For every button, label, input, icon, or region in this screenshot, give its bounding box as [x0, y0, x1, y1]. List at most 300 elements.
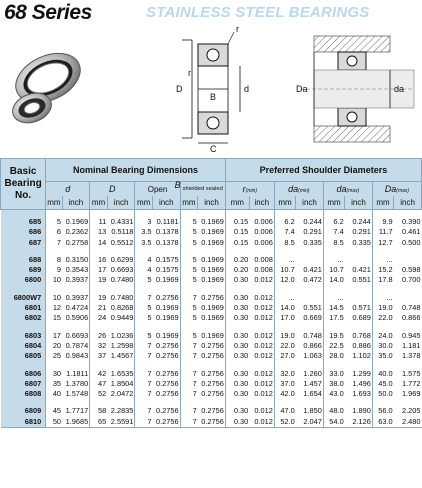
table-cell: 0.2756 — [201, 351, 224, 361]
table-cell: 0.2756 — [156, 351, 179, 361]
bearing-number-cell: 6805 — [1, 351, 46, 361]
group-spacer — [1, 248, 422, 255]
table-cell: 0.571 — [352, 303, 371, 313]
table-cell: 7 — [135, 389, 153, 399]
table-cell: 0.30 — [225, 379, 249, 389]
table-cell: 0.20 — [225, 255, 249, 265]
table-cell: 0.2756 — [201, 389, 224, 399]
table-cell: 7 — [180, 379, 198, 389]
table-cell: 0.5512 — [110, 237, 134, 247]
table-cell: 30.0 — [372, 341, 393, 351]
table-cell: 0.006 — [254, 217, 273, 226]
table-cell: 0.1969 — [201, 254, 224, 264]
bearing-number-cell: 686 — [1, 227, 46, 237]
table-cell: 0.012 — [254, 368, 273, 378]
table-cell: 0.30 — [225, 331, 249, 341]
table-cell: 5 — [135, 313, 153, 323]
table-cell: 5 — [180, 227, 198, 237]
table-cell: 9 — [46, 265, 62, 275]
table-cell: 0.012 — [254, 351, 273, 361]
table-cell: 45 — [46, 406, 62, 416]
table-cell: 50 — [46, 417, 62, 428]
bearing-number-cell: 6800 — [1, 275, 46, 285]
table-cell: 10 — [46, 275, 62, 285]
table-cell: 0.2756 — [201, 378, 224, 388]
table-cell: 0.390 — [402, 217, 421, 226]
table-cell: 32 — [90, 341, 108, 351]
table-cell: 1.654 — [303, 389, 322, 399]
table-cell: ... — [274, 255, 295, 265]
table-cell: 0.2756 — [156, 292, 179, 302]
table-cell: 17.5 — [323, 313, 344, 323]
table-cell: 14.0 — [323, 275, 344, 285]
table-cell: 0.2756 — [156, 406, 179, 416]
group-spacer — [1, 399, 422, 406]
table-cell: 8 — [46, 255, 62, 265]
table-cell: 5 — [180, 217, 198, 227]
table-cell: 12.7 — [372, 238, 393, 248]
table-cell: 21 — [90, 303, 108, 313]
table-cell: 5 — [180, 331, 198, 341]
table-cell: 0.012 — [254, 389, 273, 399]
table-cell: 0.30 — [225, 406, 249, 416]
table-cell: 38.0 — [323, 379, 344, 389]
table-cell: 0.2756 — [201, 340, 224, 350]
table-cell: 22.5 — [323, 341, 344, 351]
table-cell: 17 — [46, 331, 62, 341]
table-cell: 7 — [135, 406, 153, 416]
table-cell: 0.2362 — [65, 227, 89, 237]
table-cell: 1.2598 — [110, 340, 134, 350]
table-cell: 7 — [135, 379, 153, 389]
bearing-number-cell: 6807 — [1, 379, 46, 389]
table-cell: 0.1378 — [156, 237, 179, 247]
table-cell: 19.5 — [323, 331, 344, 341]
table-cell: 0.012 — [254, 330, 273, 340]
nominal-dimensions-header: Nominal Bearing Dimensions — [46, 159, 226, 182]
table-cell: 0.2756 — [152, 417, 180, 428]
table-cell: 3.5 — [135, 238, 153, 248]
table-cell: 0.472 — [303, 275, 322, 285]
col-da-max-header: da(max) — [323, 182, 372, 197]
table-cell: 0.1181 — [156, 217, 179, 226]
col-d-header: d — [46, 182, 90, 197]
table-cell: 0.012 — [254, 340, 273, 350]
table-row — [1, 341, 422, 351]
table-cell: 25 — [46, 351, 62, 361]
bearing-number-cell: 6804 — [1, 341, 46, 351]
table-cell: 1.181 — [402, 340, 421, 350]
table-cell: 0.3937 — [65, 275, 89, 285]
table-cell: 0.4331 — [110, 217, 134, 226]
table-cell: 0.9843 — [65, 351, 89, 361]
table-cell: 6.2 — [323, 217, 344, 227]
table-cell: 1.063 — [303, 351, 322, 361]
table-cell: 11 — [90, 217, 108, 227]
table-cell: 0.5906 — [65, 313, 89, 323]
table-cell — [394, 293, 422, 303]
col-da-min-header: da(min) — [274, 182, 323, 197]
table-cell: 7 — [180, 293, 198, 303]
table-cell: 0.244 — [303, 217, 322, 226]
table-cell: 0.291 — [352, 227, 371, 237]
table-cell: 0.421 — [352, 265, 371, 275]
table-row — [1, 238, 422, 248]
table-cell: 0.1969 — [156, 330, 179, 340]
table-cell: 7 — [135, 369, 153, 379]
col-B-shielded-header: B shielded sealed — [180, 182, 225, 197]
table-cell: 1.378 — [402, 351, 421, 361]
table-cell: 22.0 — [372, 313, 393, 323]
table-cell: 0.886 — [352, 340, 371, 350]
table-cell: 0.421 — [303, 265, 322, 275]
table-cell: 45.0 — [372, 379, 393, 389]
col-B-header: B — [174, 180, 181, 190]
table-cell: 0.748 — [402, 303, 421, 313]
table-cell: 0.15 — [225, 227, 249, 237]
table-cell: 65 — [90, 417, 108, 428]
table-cell: 47 — [90, 379, 108, 389]
table-cell: 10 — [46, 293, 62, 303]
table-cell: 15 — [46, 313, 62, 323]
table-cell: 37 — [90, 351, 108, 361]
table-cell: 4 — [135, 255, 153, 265]
table-cell: 43.0 — [323, 389, 344, 399]
table-row — [1, 313, 422, 323]
table-cell: 42.0 — [274, 389, 295, 399]
table-cell: 0.1969 — [201, 227, 224, 237]
table-cell: 2.0472 — [110, 389, 134, 399]
table-body — [1, 210, 422, 428]
table-cell: 0.2756 — [198, 417, 226, 428]
table-cell: 19.0 — [372, 303, 393, 313]
table-cell: 0.012 — [254, 406, 273, 416]
table-row — [1, 293, 422, 303]
table-cell: ... — [372, 293, 393, 303]
table-cell: 26 — [90, 331, 108, 341]
table-cell: 7 — [135, 341, 153, 351]
table-cell: 2.480 — [394, 417, 422, 428]
table-cell: 0.008 — [254, 254, 273, 264]
table-cell: 1.772 — [402, 378, 421, 388]
table-cell: 20 — [46, 341, 62, 351]
table-cell: 10.7 — [323, 265, 344, 275]
table-cell: 3.5 — [135, 227, 153, 237]
table-cell: 0.6693 — [65, 330, 89, 340]
table-cell: 5 — [180, 303, 198, 313]
table-cell: 14.0 — [274, 303, 295, 313]
bearing-number-cell: 689 — [1, 265, 46, 275]
table-cell: 0.291 — [303, 227, 322, 237]
table-cell: 0.7480 — [110, 292, 134, 302]
table-cell: 8.5 — [323, 238, 344, 248]
table-cell: 0.012 — [254, 313, 273, 323]
table-cell: ... — [323, 293, 344, 303]
table-cell: 1.457 — [303, 378, 322, 388]
table-cell: 52.0 — [274, 417, 295, 428]
table-cell: 3 — [135, 217, 153, 227]
table-row — [1, 255, 422, 265]
table-cell: 9.9 — [372, 217, 393, 227]
table-row — [1, 351, 422, 361]
table-cell: 0.30 — [225, 351, 249, 361]
table-cell: 0.012 — [254, 292, 273, 302]
table-cell: 0.866 — [303, 340, 322, 350]
bearing-number-cell: 688 — [1, 255, 46, 265]
table-cell: 7 — [180, 341, 198, 351]
table-cell: 17.8 — [372, 275, 393, 285]
table-cell: 0.7874 — [65, 340, 89, 350]
table-cell: 7.4 — [274, 227, 295, 237]
col-D-header: D — [90, 182, 135, 197]
table-cell: 0.1575 — [156, 265, 179, 275]
bearing-number-cell: 685 — [1, 217, 46, 227]
table-cell: 0.2756 — [156, 378, 179, 388]
table-cell: 47.0 — [274, 406, 295, 416]
bearing-dimensions-table-wrap — [0, 158, 422, 428]
table-cell: 2.205 — [402, 406, 421, 416]
bearing-number-cell: 6809 — [1, 406, 46, 416]
table-cell — [394, 255, 422, 265]
table-cell: 2.5591 — [107, 417, 135, 428]
table-cell: 2.126 — [345, 417, 373, 428]
table-row — [1, 217, 422, 227]
table-cell: 0.2756 — [156, 389, 179, 399]
table-cell: 22.0 — [274, 341, 295, 351]
table-cell: 0.2756 — [156, 368, 179, 378]
table-cell: 52 — [90, 389, 108, 399]
group-spacer — [1, 362, 422, 369]
table-cell: 2.2835 — [110, 406, 134, 416]
banner-title: STAINLESS STEEL BEARINGS — [146, 4, 370, 21]
table-cell: 0.689 — [352, 313, 371, 323]
table-cell: 32.0 — [274, 369, 295, 379]
table-cell: 40.0 — [372, 369, 393, 379]
bearing-number-cell: 6802 — [1, 313, 46, 323]
table-cell: 0.2756 — [201, 406, 224, 416]
table-cell: 19 — [90, 275, 108, 285]
table-cell: 0.6693 — [110, 265, 134, 275]
table-cell: 0.551 — [352, 275, 371, 285]
table-cell: 7.4 — [323, 227, 344, 237]
table-cell: 7 — [135, 417, 153, 428]
table-cell: 0.669 — [303, 313, 322, 323]
table-cell: 0.2756 — [201, 368, 224, 378]
table-cell: 0.30 — [225, 369, 249, 379]
preferred-shoulder-header: Preferred Shoulder Diameters — [225, 159, 421, 182]
table-cell: 7 — [135, 351, 153, 361]
col-Da-max-header: Da(max) — [372, 182, 421, 197]
table-cell: 1.5748 — [65, 389, 89, 399]
table-cell: 4 — [135, 265, 153, 275]
table-cell: 48.0 — [323, 406, 344, 416]
shoulder-diameter-diagram — [290, 22, 418, 152]
table-cell: 5 — [135, 275, 153, 285]
label-d: d — [244, 84, 250, 94]
table-cell: 10.7 — [274, 265, 295, 275]
table-cell: 0.335 — [352, 237, 371, 247]
table-cell: 58 — [90, 406, 108, 416]
table-cell: 0.1969 — [201, 237, 224, 247]
table-cell: 0.461 — [402, 227, 421, 237]
table-cell: 0.768 — [352, 330, 371, 340]
table-cell: 1.693 — [352, 389, 371, 399]
table-cell: 0.1969 — [156, 313, 179, 323]
table-cell: 5 — [180, 255, 198, 265]
table-cell: 5 — [135, 303, 153, 313]
table-cell: 1.260 — [303, 368, 322, 378]
table-cell: 0.3937 — [65, 292, 89, 302]
label-Da: Da — [296, 84, 308, 94]
table-cell: 0.30 — [225, 313, 249, 323]
table-cell: 17 — [90, 265, 108, 275]
table-cell: 5 — [180, 275, 198, 285]
bearing-number-cell: 6808 — [1, 389, 46, 399]
table-cell — [345, 255, 373, 265]
table-cell: 5 — [180, 313, 198, 323]
table-cell: 7 — [180, 417, 198, 428]
col-r-header: r(min) — [225, 182, 274, 197]
table-cell: 0.1969 — [201, 313, 224, 323]
table-cell: 19.0 — [274, 331, 295, 341]
table-cell: 0.3150 — [65, 254, 89, 264]
table-cell: 0.2756 — [156, 340, 179, 350]
table-cell: 1.890 — [352, 406, 371, 416]
table-cell: 27.0 — [274, 351, 295, 361]
table-cell: 24.0 — [372, 331, 393, 341]
table-cell: 30 — [46, 369, 62, 379]
table-cell: 0.20 — [225, 265, 249, 275]
table-cell: 0.1969 — [201, 217, 224, 226]
bearing-number-cell: 6800W7 — [1, 293, 46, 303]
table-cell: 1.299 — [352, 368, 371, 378]
table-cell: ... — [372, 255, 393, 265]
table-cell: 2.047 — [296, 417, 324, 428]
table-cell: 6 — [46, 227, 62, 237]
table-cell: 0.012 — [249, 417, 274, 428]
table-cell: 28.0 — [323, 351, 344, 361]
series-title: 68 Series — [4, 1, 92, 24]
table-cell: 0.866 — [402, 313, 421, 323]
label-B: B — [210, 92, 217, 102]
table-cell: 1.4567 — [110, 351, 134, 361]
table-cell: 0.5118 — [111, 227, 134, 237]
label-r: r — [236, 24, 239, 34]
table-cell — [345, 293, 373, 303]
table-cell: 15.2 — [372, 265, 393, 275]
table-cell: 8.5 — [274, 238, 295, 248]
table-row — [1, 379, 422, 389]
table-cell: 0.2758 — [65, 237, 89, 247]
table-row — [1, 406, 422, 416]
table-cell: 63.0 — [372, 417, 393, 428]
table-cell: 0.1969 — [201, 275, 224, 285]
bearing-photo — [4, 48, 84, 128]
bearing-number-cell: 6810 — [1, 417, 46, 428]
table-cell: 7 — [46, 238, 62, 248]
table-cell: 0.8268 — [110, 303, 134, 313]
table-cell: 0.1575 — [156, 254, 179, 264]
table-cell: 1.0236 — [110, 330, 134, 340]
table-cell: 0.6299 — [110, 254, 134, 264]
table-cell — [296, 255, 324, 265]
table-cell: ... — [323, 255, 344, 265]
group-spacer — [1, 286, 422, 293]
table-cell: 5 — [135, 331, 153, 341]
table-cell: 0.1378 — [156, 227, 179, 237]
table-cell: 0.551 — [303, 303, 322, 313]
table-row — [1, 303, 422, 313]
table-cell: 17.0 — [274, 313, 295, 323]
table-cell: 6.2 — [274, 217, 295, 227]
table-cell: 1.8504 — [110, 378, 134, 388]
table-cell: 0.30 — [225, 293, 249, 303]
table-cell: 0.012 — [254, 275, 273, 285]
table-cell: 12.0 — [274, 275, 295, 285]
table-cell: 0.30 — [225, 417, 249, 428]
table-row — [1, 331, 422, 341]
table-row — [1, 369, 422, 379]
table-cell: 33.0 — [323, 369, 344, 379]
bearing-number-cell: 6803 — [1, 331, 46, 341]
table-cell: 14.5 — [323, 303, 344, 313]
table-cell: 12 — [46, 303, 62, 313]
table-cell — [296, 293, 324, 303]
table-cell: 0.4724 — [65, 303, 89, 313]
table-row — [1, 275, 422, 285]
table-row — [1, 417, 422, 428]
table-cell: 0.006 — [254, 237, 273, 247]
table-cell: 0.30 — [225, 303, 249, 313]
label-da: da — [394, 84, 405, 94]
table-cell: 42 — [90, 369, 108, 379]
table-cell: 0.012 — [254, 303, 273, 313]
table-cell: 7 — [180, 369, 198, 379]
table-cell: 7 — [180, 351, 198, 361]
table-cell: 35.0 — [372, 351, 393, 361]
table-cell: 7 — [180, 406, 198, 416]
table-row — [1, 227, 422, 237]
table-row — [1, 265, 422, 275]
table-cell: 0.1969 — [156, 303, 179, 313]
table-cell: 1.9685 — [62, 417, 90, 428]
table-cell: 14 — [90, 238, 108, 248]
table-cell: 0.335 — [303, 237, 322, 247]
table-cell: 0.3543 — [65, 265, 89, 275]
table-cell: 1.3780 — [65, 378, 89, 388]
table-cell: 0.1969 — [201, 330, 224, 340]
table-cell: 1.1811 — [66, 368, 89, 378]
table-row — [1, 389, 422, 399]
table-cell: 1.496 — [352, 378, 371, 388]
table-cell: 56.0 — [372, 406, 393, 416]
table-cell: 0.1969 — [201, 265, 224, 275]
table-cell: 1.850 — [303, 406, 322, 416]
group-spacer — [1, 324, 422, 331]
table-cell: 0.1969 — [201, 303, 224, 313]
table-cell: 0.008 — [254, 265, 273, 275]
table-cell: 0.006 — [254, 227, 273, 237]
table-cell: 0.500 — [402, 237, 421, 247]
label-D: D — [176, 84, 183, 94]
table-cell: 0.244 — [352, 217, 371, 226]
table-cell: 1.575 — [402, 368, 421, 378]
table-cell: 5 — [46, 217, 62, 227]
units-row: mm inch mm inch mm inch mm inch mm inch mm inch mm inch mm inch — [1, 196, 422, 210]
table-cell: 0.30 — [225, 389, 249, 399]
table-cell: 0.945 — [402, 330, 421, 340]
bearing-number-cell: 6801 — [1, 303, 46, 313]
